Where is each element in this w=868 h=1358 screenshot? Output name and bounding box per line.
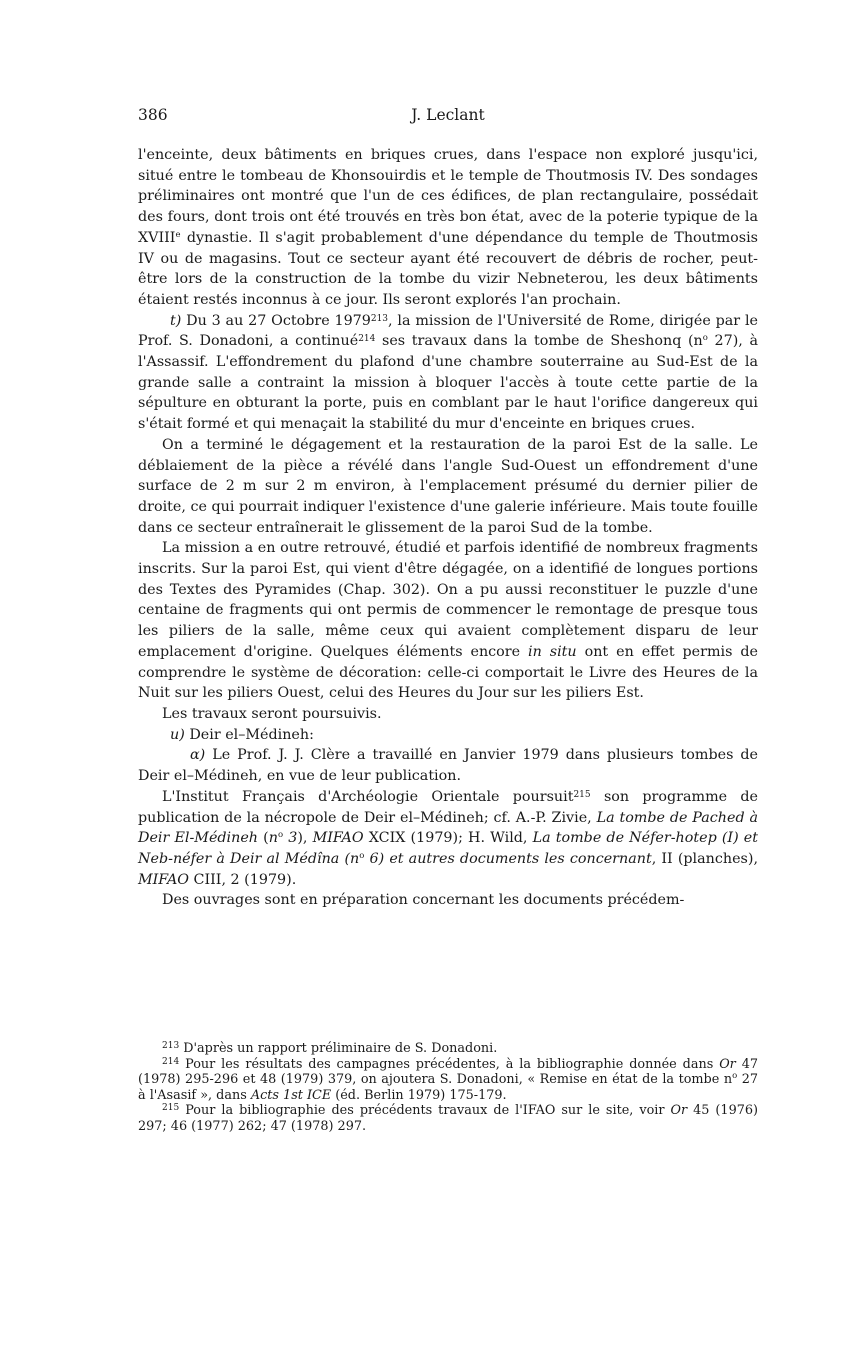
- paragraph: Des ouvrages sont en préparation concernant les documents précédem-: [162, 892, 685, 909]
- page: [138, 106, 759, 1134]
- page-header: [138, 106, 758, 132]
- footnote-215: $^{215}$ Pour la bibliographie des précédents travaux de l'IFAO sur le site, voir Or 45 (1976) 297; 46 (1977) 262; 47 (1978) 297.: [138, 1103, 758, 1134]
- body-text: [138, 145, 758, 911]
- footnotes: [138, 1041, 758, 1135]
- footnote-214: $^{214}$ Pour les résultats des campagnes précédentes, à la bibliographie donnée dans Or 47 (1978) 295-296 et 48 (1979) 379, on ajoutera S. Donadoni, « Remise en état de la tombe $n^o$ 27 à l'Asasif », dans Acts 1st ICE (éd. Berlin 1979) 175-179.: [138, 1056, 758, 1103]
- paragraph: Les travaux seront poursuivis.: [162, 705, 382, 722]
- footnote-213: $^{213}$ D'après un rapport préliminaire de S. Donadoni.: [162, 1041, 498, 1056]
- paragraph: α) Le Prof. J. J. Clère a travaillé en Janvier 1979 dans plusieurs tombes de Deir el–Médineh, en vue de leur publication.: [138, 747, 758, 785]
- running-head: J. Leclant: [411, 106, 485, 124]
- paragraph: La mission a en outre retrouvé, étudié et parfois identifié de nombreux fragments inscrits. Sur la paroi Est, qui vient d'être dégagée, on a identifié de longues portions des Textes des Pyramides (Chap. 302). On a pu aussi reconstituer le puzzle d'une centaine de fragments qui ont permis de commencer le remontage de presque tous les piliers de la salle, même ceux qui avaient complètement disparu de leur emplacement d'origine. Quelques éléments encore in situ ont en effet permis de comprendre le système de décoration: celle-ci comportait le Livre des Heures de la Nuit sur les piliers Ouest, celui des Heures du Jour sur les piliers Est.: [138, 540, 759, 702]
- page-number: 386: [138, 106, 168, 124]
- section-heading: u) Deir el–Médineh:: [170, 726, 314, 743]
- paragraph: On a terminé le dégagement et la restauration de la paroi Est de la salle. Le déblaiement de la pièce a révélé dans l'angle Sud-Ouest un effondrement d'une surface de 2 m sur 2 m environ, à l'emplacement présumé du dernier pilier de droite, ce qui pourrait indiquer l'existence d'une galerie inférieure. Mais toute fouille dans ce secteur entraînerait le glissement de la paroi Sud de la tombe.: [138, 436, 758, 536]
- paragraph: l'enceinte, deux bâtiments en briques crues, dans l'espace non exploré jusqu'ici, situé entre le tombeau de Khonsouirdis et le temple de Thoutmosis IV. Des sondages préliminaires ont montré que l'un de ces édifices, de plan rectangulaire, possédait des fours, dont trois ont été trouvés en très bon état, avec de la poterie typique de la XVIIIe dynastie. Il s'agit probablement d'une dépendance du temple de Thoutmosis IV ou de magasins. Tout ce secteur ayant été recouvert de débris de rocher, peut-être lors de la construction de la tombe du vizir Nebneterou, les deux bâtiments étaient restés inconnus à ce jour. Ils seront explorés l'an prochain.: [138, 147, 758, 308]
- paragraph: L'Institut Français d'Archéologie Orientale poursuit$^{215}$ son programme de publication de la nécropole de Deir el–Médineh; cf. A.-P. Zivie, La tombe de Pached à Deir El-Médineh ($n^o$ 3), MIFAO XCIX (1979); H. Wild, La tombe de Néfer-hotep (I) et Neb-néfer à Deir al Médîna ($n^o$ 6) et autres documents les concernant, II (planches), MIFAO CIII, 2 (1979).: [138, 788, 759, 888]
- footnote-ref[interactable]: 214: [358, 334, 376, 345]
- footnote-ref[interactable]: 213: [370, 313, 389, 324]
- footnote-ref[interactable]: 215: [573, 789, 591, 800]
- paragraph: t) Du 3 au 27 Octobre 1979$^{213}$, la mission de l'Université de Rome, dirigée par le Prof. S. Donadoni, a continué$^{214}$ ses travaux dans la tombe de Sheshonq ($n^o$ 27), à l'Assassif. L'effondrement du plafond d'une chambre souterraine au Sud-Est de la grande salle a contraint la mission à bloquer l'accès à toute cette partie de la sépulture en obturant la porte, puis en comblant par le haut l'orifice dangereux qui s'était formé et qui menaçait la stabilité du mur d'enceinte en briques crues.: [138, 312, 758, 433]
